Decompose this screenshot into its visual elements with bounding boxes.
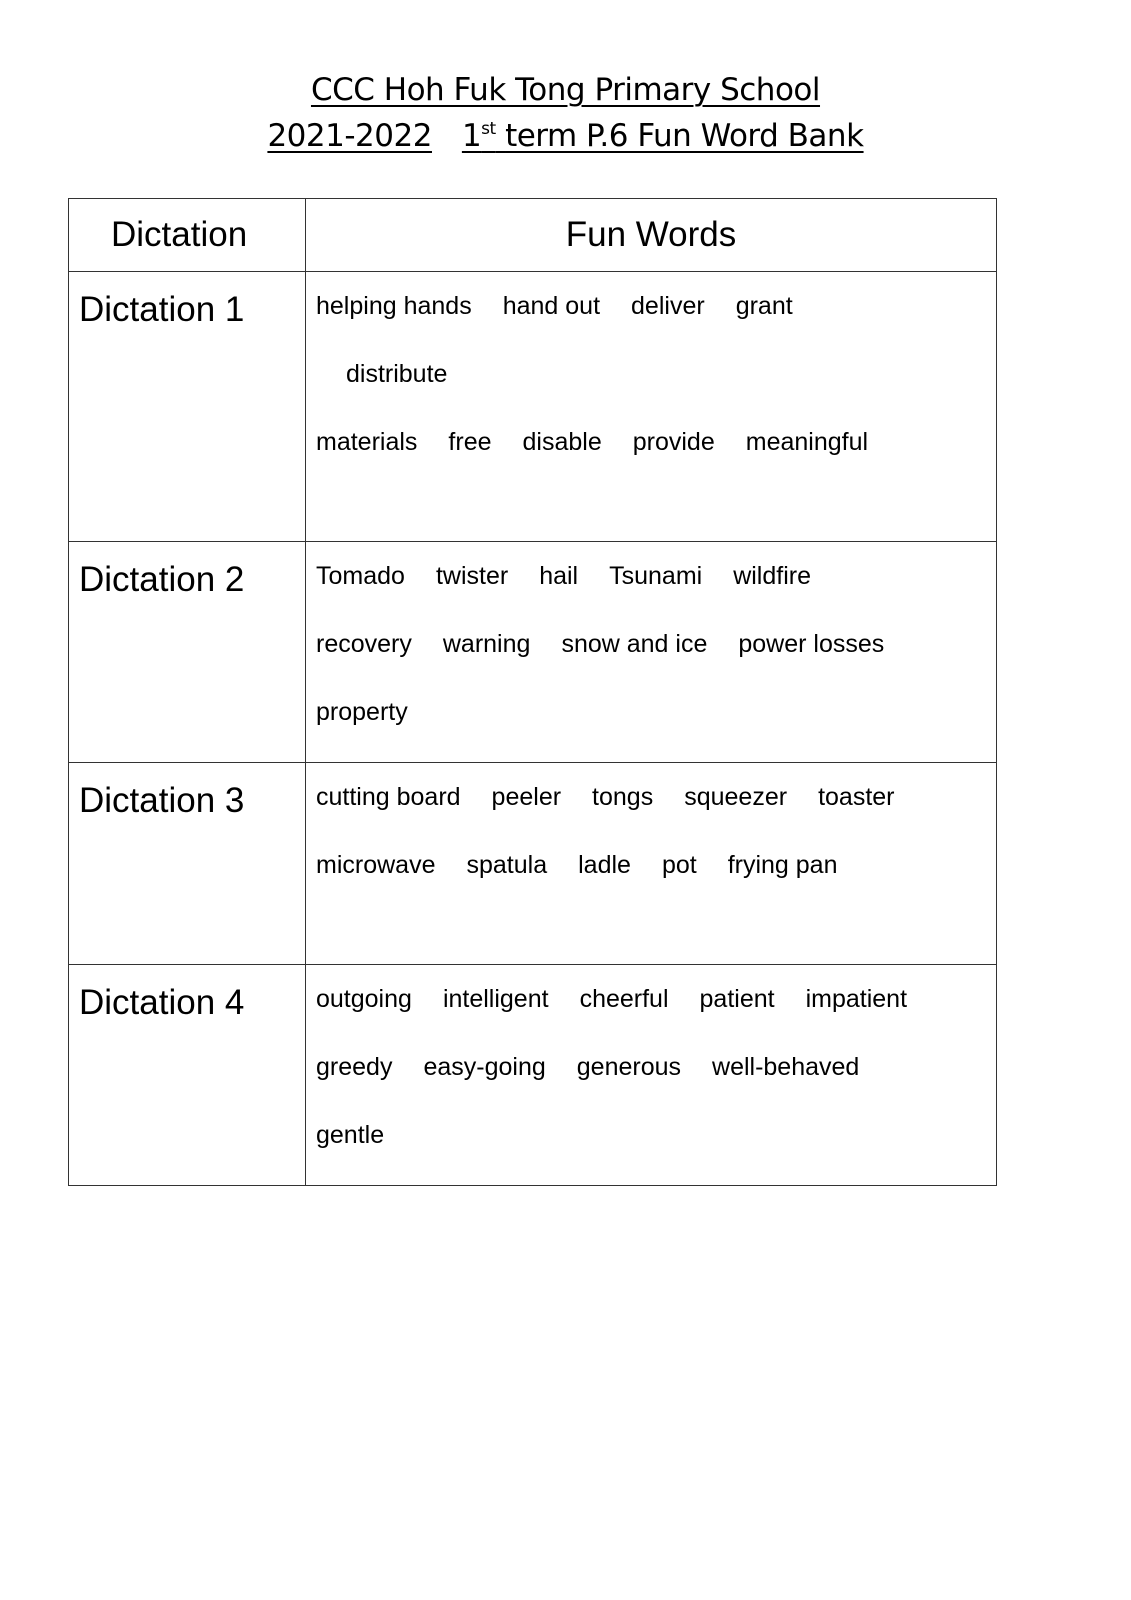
school-title-text: CCC Hoh Fuk Tong Primary School [310,72,821,108]
fun-word: peeler [491,783,562,811]
fun-words-cell [306,542,997,763]
fun-word: Tomado [316,562,405,590]
term-title [0,118,1131,154]
fun-word: greedy [316,1053,393,1081]
dictation-label: Dictation 4 [79,983,245,1022]
header-dictation: Dictation [69,199,306,272]
fun-word: distribute [346,360,448,388]
dictation-cell [69,965,306,1186]
word-line [316,694,996,762]
fun-word: hand out [502,292,601,320]
fun-word: recovery [316,630,412,658]
word-line [316,847,996,915]
fun-word: disable [522,428,602,456]
header-fun-words: Fun Words [306,199,997,272]
dictation-cell [69,272,306,542]
fun-words-cell [306,763,997,965]
word-line [316,1049,996,1117]
dictation-label: Dictation 3 [79,781,245,820]
fun-word: intelligent [442,985,549,1013]
dictation-row [69,763,997,965]
fun-word: easy-going [423,1053,546,1081]
dictation-row [69,272,997,542]
dictation-cell [69,763,306,965]
fun-word: wildfire [733,562,811,590]
fun-word: gentle [316,1121,385,1149]
word-bank-table [68,198,997,1186]
term-ordinal: 1 [461,118,482,154]
dictation-row [69,965,997,1186]
fun-word: pot [661,851,697,879]
header-row [69,199,997,272]
word-line [316,424,996,492]
word-line [316,356,996,424]
fun-word: tongs [592,783,654,811]
fun-word: helping hands [316,292,472,320]
fun-word: meaningful [745,428,869,456]
dictation-cell [69,542,306,763]
term-ordinal-suffix: st [481,119,496,139]
term-title-text [267,118,863,154]
fun-word: frying pan [727,851,838,879]
fun-word: property [316,698,408,726]
word-line [316,288,996,356]
word-line [316,981,996,1049]
word-line [316,1117,996,1185]
fun-word: hail [539,562,579,590]
fun-word: outgoing [316,985,412,1013]
fun-word: deliver [631,292,705,320]
fun-word: well-behaved [712,1053,860,1081]
fun-word: squeezer [684,783,788,811]
fun-word: patient [699,985,775,1013]
fun-word: Tsunami [609,562,703,590]
fun-word: cutting board [316,783,461,811]
fun-words-cell [306,272,997,542]
fun-word: warning [442,630,531,658]
term-year: 2021-2022 [267,118,432,154]
fun-word: spatula [466,851,548,879]
fun-word: impatient [805,985,908,1013]
dictation-row [69,542,997,763]
word-line [316,558,996,626]
fun-word: free [448,428,492,456]
fun-word: materials [316,428,418,456]
fun-word: generous [576,1053,682,1081]
fun-word: ladle [578,851,631,879]
fun-word: twister [435,562,509,590]
fun-word: provide [632,428,715,456]
fun-word: toaster [818,783,895,811]
fun-words-cell [306,965,997,1186]
fun-word: snow and ice [561,630,708,658]
fun-word: grant [735,292,793,320]
word-line [316,626,996,694]
word-line [316,779,996,847]
term-title-rest: term P.6 Fun Word Bank [505,118,864,154]
fun-word: microwave [316,851,436,879]
fun-word: cheerful [579,985,669,1013]
dictation-label: Dictation 1 [79,290,245,329]
fun-word: power losses [738,630,885,658]
dictation-label: Dictation 2 [79,560,245,599]
school-title [0,72,1131,108]
